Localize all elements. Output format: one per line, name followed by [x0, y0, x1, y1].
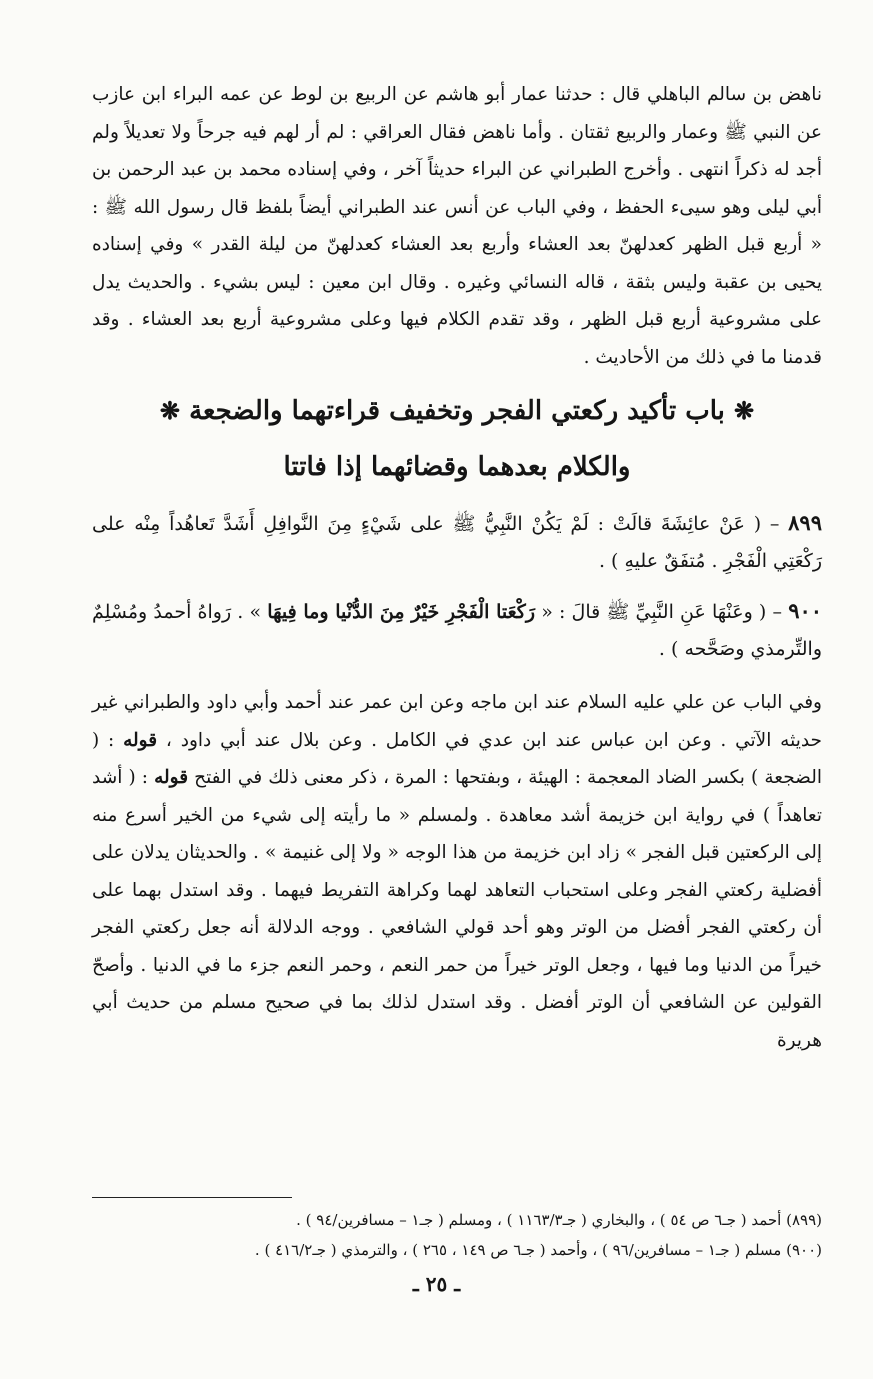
commentary-paragraph	[92, 684, 822, 1059]
page-number: ـ ٢٥ ـ	[412, 1272, 461, 1296]
page-content	[92, 76, 822, 1059]
hadith-text: – ( عَنْ عائِشَةَ قالَتْ : لَمْ يَكُنْ النَّبِيُّ ﷺ على شَيْءٍ مِنَ النَّوافِلِ أَشَدَّ تَعاهُداً مِنْه على رَكْعَتِي الْفَجْرِ . مُتفَقٌ عليهِ ) .	[92, 513, 822, 572]
hadith-quote: رَكْعَتا الْفَجْرِ خَيْرٌ مِنَ الدُّنْيا وما فِيهَا	[267, 601, 536, 623]
intro-paragraph: ناهض بن سالم الباهلي قال : حدثنا عمار أبو هاشم عن الربيع بن لوط عن عمه البراء ابن عازب عن النبي ﷺ وعمار والربيع ثقتان . وأما ناهض فقال العراقي : لم أر لهم فيه جرحاً ولا تعديلاً ولم أجد له ذكراً انتهى . وأخرج الطبراني عن البراء حديثاً آخر ، وفي إسناده محمد بن عبد الرحمن بن أبي ليلى وهو سيىء الحفظ ، وفي الباب عن أنس عند الطبراني أيضاً بلفظ قال رسول الله ﷺ : « أربع قبل الظهر كعدلهنّ بعد العشاء وأربع بعد العشاء كعدلهنّ من ليلة القدر » وفي إسناده يحيى بن عقبة وليس بثقة ، قاله النسائي وغيره . وقال ابن معين : ليس بشيء . والحديث يدل على مشروعية أربع قبل الظهر ، وقد تقدم الكلام فيها وعلى مشروعية أربع بعد العشاء . وقد قدمنا ما في ذلك من الأحاديث .	[92, 84, 822, 368]
hadith-number: ٨٩٩	[788, 510, 822, 535]
ornament-icon: ❋	[733, 396, 755, 425]
hadith-text: – ( وعَنْهَا عَنِ النَّبِيِّ ﷺ قالَ : «	[541, 601, 783, 623]
commentary-part: : ( أشد تعاهداً ) في رواية ابن خزيمة أشد معاهدة . ولمسلم « ما رأيته إلى شيء من الخير أسرع منه إلى الركعتين قبل الفجر » زاد ابن خزيمة من هذا الوجه « ولا إلى غنيمة » . والحديثان يدلان على أفضلية ركعتي الفجر وعلى استحباب التعاهد لهما وكراهة التفريط فيهما . وقد استدل بهما على أن ركعتي الفجر أفضل من الوتر وهو أحد قولي الشافعي . ووجه الدلالة أنه جعل ركعتي الفجر خيراً من الدنيا وما فيها ، وجعل الوتر خيراً من حمر النعم ، وحمر النعم جزء ما في الدنيا . وأصحّ القولين عن الشافعي أن الوتر أفضل . وقد استدل لذلك بما في صحيح مسلم من حديث أبي هريرة	[92, 767, 822, 1051]
keyword-qawluhu: قوله	[154, 767, 189, 788]
footnotes	[92, 1205, 822, 1265]
keyword-qawluhu: قوله	[123, 729, 158, 751]
chapter-heading	[92, 392, 822, 486]
ornament-icon: ❋	[159, 396, 181, 425]
footnote-899: (٨٩٩) أحمد ( جـ٦ ص ٥٤ ) ، والبخاري ( جـ١١٦٣/٣ ) ، ومسلم ( جـ١ – مسافرين/٩٤ ) .	[296, 1211, 822, 1229]
hadith-900	[92, 592, 822, 668]
commentary-part: وفي الباب عن علي عليه السلام عند ابن ماجه وعن ابن عمر عند أحمد وأبي داود والطبراني غير حديثه الآتي . وعن ابن عباس عند ابن عدي في الكامل . وعن بلال عند أبي داود ،	[92, 692, 822, 751]
hadith-number: ٩٠٠	[788, 598, 823, 623]
commentary-part: : ( الضجعة ) بكسر الضاد المعجمة : الهيئة ، وبفتحها : المرة ، ذكر معنى ذلك في الفتح	[92, 729, 822, 788]
chapter-title-line-2: والكلام بعدهما وقضائهما إذا فاتتا	[283, 452, 631, 482]
footnote-divider	[92, 1197, 292, 1198]
hadith-899	[92, 504, 822, 580]
chapter-title-text-1: باب تأكيد ركعتي الفجر وتخفيف قراءتهما والضجعة	[189, 396, 725, 426]
chapter-title-line-1	[92, 392, 822, 430]
hadith-text-end: » . رَواهُ أحمدُ ومُسْلِمٌ والتِّرمذي وصَحَّحه ) .	[92, 601, 822, 660]
footnote-900: (٩٠٠) مسلم ( جـ١ – مسافرين/٩٦ ) ، وأحمد ( جـ٦ ص ١٤٩ ، ٢٦٥ ) ، والترمذي ( جـ٤١٦/٢ ) .	[254, 1241, 822, 1259]
